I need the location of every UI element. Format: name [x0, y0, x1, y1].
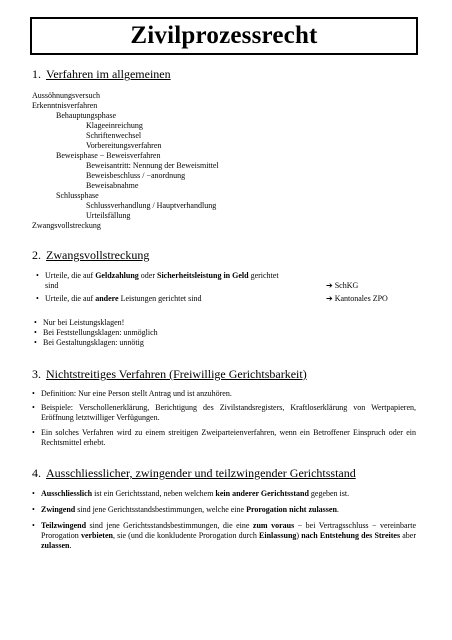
bullet-icon: •: [32, 389, 35, 398]
arrow-reference-text: Kantonales ZPO: [334, 294, 388, 303]
outline-item: Behauptungsphase: [56, 111, 116, 120]
bullet-icon: •: [34, 318, 37, 327]
list-item: [32, 505, 416, 515]
arrow-reference: [326, 281, 358, 291]
section-4-title: Ausschliesslicher, zwingender und teilzwingender Gerichtsstand: [46, 466, 356, 480]
list-item-text: Teilzwingend sind jene Gerichtsstandsbestimmungen, die eine zum voraus − bei Vertragsschluss − vereinbarte Prorogation verbieten, sie (und die konkludente Prorogation durch Einlassung) nach Entstehung des Streites aber zulassen.: [41, 521, 417, 550]
outline-item: Beweisphase − Beweisverfahren: [56, 151, 161, 160]
bullet-icon: •: [36, 294, 39, 303]
list-item: [32, 428, 416, 448]
list-item-text: Definition: Nur eine Person stellt Antrag und ist anzuhören.: [41, 389, 232, 398]
arrow-reference-text: SchKG: [334, 281, 359, 290]
section-3-heading: [32, 367, 307, 382]
list-item: [32, 521, 416, 551]
section-3-number: 3.: [32, 367, 41, 381]
list-item: [34, 328, 234, 338]
outline-item: Beweisantritt: Nennung der Beweismittel: [86, 161, 219, 170]
bullet-icon: •: [32, 428, 35, 437]
list-item: [34, 338, 234, 348]
outline-item: Beweisabnahme: [86, 181, 139, 190]
bullet-icon: •: [32, 521, 35, 530]
arrow-reference: [326, 294, 388, 304]
list-item: [34, 318, 234, 328]
section-1-number: 1.: [32, 67, 41, 81]
section-1-title: Verfahren im allgemeinen: [46, 67, 171, 81]
outline-item: Klageeinreichung: [86, 121, 143, 130]
list-item-text: Urteile, die auf andere Leistungen gerichtet sind: [45, 294, 202, 303]
bullet-icon: •: [34, 338, 37, 347]
section-1-heading: [32, 67, 171, 82]
title-box: [30, 17, 418, 55]
section-3-title: Nichtstreitiges Verfahren (Freiwillige Gerichtsbarkeit): [46, 367, 307, 381]
list-item-text: Nur bei Leistungsklagen!: [43, 318, 125, 327]
list-item-text: Ausschliesslich ist ein Gerichtsstand, neben welchem kein anderer Gerichtsstand gegeben ist.: [41, 489, 350, 498]
outline-item: Vorbereitungsverfahren: [86, 141, 162, 150]
list-item-text: Beispiele: Verschollenerklärung, Berichtigung des Zivilstandsregisters, Kraftloserklärung von Wertpapieren, Eröffnung letztwilliger Verfügungen.: [41, 403, 416, 422]
outline-item: Schlussphase: [56, 191, 99, 200]
outline-item: Urteilsfällung: [86, 211, 131, 220]
outline-item: Schriftenwechsel: [86, 131, 142, 140]
list-item: [36, 271, 326, 291]
list-item: [32, 489, 416, 499]
page-title: Zivilprozessrecht: [130, 22, 318, 49]
arrow-right-icon: ➔: [326, 281, 333, 290]
outline-item: Erkenntnisverfahren: [32, 101, 98, 110]
list-item-text: Bei Gestaltungsklagen: unnötig: [43, 338, 144, 347]
arrow-right-icon: ➔: [326, 294, 333, 303]
bullet-icon: •: [32, 489, 35, 498]
list-item-text: Zwingend sind jene Gerichtsstandsbestimmungen, welche eine Prorogation nicht zulassen.: [41, 505, 339, 514]
section-4-number: 4.: [32, 466, 41, 480]
section-2-heading: [32, 248, 149, 263]
bullet-icon: •: [32, 505, 35, 514]
list-item: [32, 389, 416, 399]
list-item: [32, 403, 416, 423]
outline-item: Aussöhnungsversuch: [32, 91, 100, 100]
list-item-text: Ein solches Verfahren wird zu einem streitigen Zweiparteienverfahren, wenn ein Betroffener Einspruch oder ein Rechtsmittel erhebt.: [41, 428, 416, 447]
outline-item: Schlussverhandlung / Hauptverhandlung: [86, 201, 217, 210]
bullet-icon: •: [32, 403, 35, 412]
list-item-text: Urteile, die auf Geldzahlung oder Sicherheitsleistung in Geld gerichtet sind: [45, 271, 279, 290]
procedure-outline: [32, 91, 219, 231]
bullet-icon: •: [36, 271, 39, 280]
bullet-icon: •: [34, 328, 37, 337]
outline-item: Beweisbeschluss / −anordnung: [86, 171, 186, 180]
list-item: [36, 294, 326, 304]
list-item-text: Bei Feststellungsklagen: unmöglich: [43, 328, 158, 337]
outline-item: Zwangsvollstreckung: [32, 221, 101, 230]
section-4-heading: [32, 466, 356, 481]
section-2-title: Zwangsvollstreckung: [46, 248, 150, 262]
section-2-number: 2.: [32, 248, 41, 262]
